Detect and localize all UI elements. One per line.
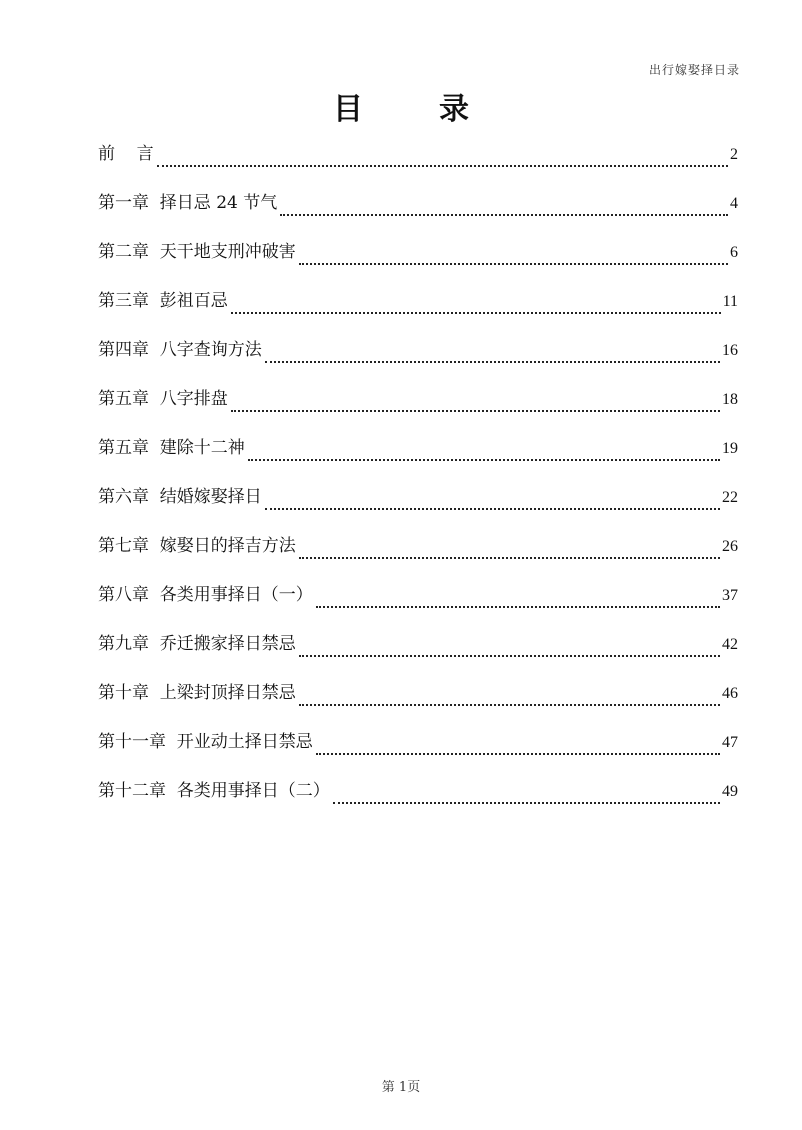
toc-entry[interactable]: [98, 383, 738, 432]
toc-leader-dots: [265, 507, 720, 510]
toc-entry-page: 11: [722, 293, 738, 310]
toc-entry-page: 26: [722, 538, 738, 555]
toc-entry-label: 第四章 八字查询方法: [98, 340, 262, 360]
toc-entry-page: 37: [722, 587, 738, 604]
toc-entry-page: 42: [722, 636, 738, 653]
toc-entry-page: 47: [722, 734, 738, 751]
toc-leader-dots: [280, 213, 728, 216]
toc-entry[interactable]: [98, 481, 738, 530]
toc-entry[interactable]: [98, 138, 738, 187]
toc-entry-page: 46: [722, 685, 738, 702]
toc-entry-page: 2: [730, 146, 738, 163]
toc-entry-page: 22: [722, 489, 738, 506]
toc-entry-label: 第十一章 开业动土择日禁忌: [98, 732, 313, 752]
toc-entry-page: 4: [730, 195, 738, 212]
toc-entry[interactable]: [98, 677, 738, 726]
toc-entry-page: 19: [722, 440, 738, 457]
toc-entry[interactable]: [98, 726, 738, 775]
toc-entry-page: 49: [722, 783, 738, 800]
toc-leader-dots: [333, 801, 720, 804]
toc-entry[interactable]: [98, 187, 738, 236]
toc-entry[interactable]: [98, 432, 738, 481]
toc-entry[interactable]: [98, 530, 738, 579]
toc-entry-label: 第七章 嫁娶日的择吉方法: [98, 536, 296, 556]
toc-leader-dots: [316, 752, 720, 755]
toc-entry[interactable]: [98, 236, 738, 285]
toc-entry-label: 第五章 建除十二神: [98, 438, 245, 458]
toc-leader-dots: [231, 409, 720, 412]
toc-leader-dots: [299, 654, 720, 657]
toc-leader-dots: [231, 311, 721, 314]
toc-entry-page: 16: [722, 342, 738, 359]
toc-entry[interactable]: [98, 334, 738, 383]
toc-leader-dots: [299, 556, 720, 559]
toc-leader-dots: [299, 262, 728, 265]
toc-entry-label: 第九章 乔迁搬家择日禁忌: [98, 634, 296, 654]
page-title: 目录: [333, 92, 545, 127]
toc-entry-label: 第六章 结婚嫁娶择日: [98, 487, 262, 507]
toc-entry-label: 第五章 八字排盘: [98, 389, 228, 409]
toc-entry-label: 第八章 各类用事择日（一）: [98, 585, 313, 605]
toc-entry-label: 第一章 择日忌 24 节气: [98, 193, 278, 213]
running-header: 出行嫁娶择日录: [648, 63, 740, 77]
toc-entry-label: 第二章 天干地支刑冲破害: [98, 242, 296, 262]
toc-entry-label: 第十二章 各类用事择日（二）: [98, 781, 330, 801]
toc-leader-dots: [248, 458, 720, 461]
toc-entry[interactable]: [98, 775, 738, 824]
toc-leader-dots: [157, 164, 728, 167]
toc-leader-dots: [265, 360, 720, 363]
toc-entry-label: 第三章 彭祖百忌: [98, 291, 228, 311]
toc-entry[interactable]: [98, 628, 738, 677]
toc-entry-label: 前 言: [98, 144, 154, 164]
toc-entry-label: 第十章 上梁封顶择日禁忌: [98, 683, 296, 703]
toc-entry[interactable]: [98, 285, 738, 334]
toc-leader-dots: [316, 605, 720, 608]
page-number-footer: 第 1页: [381, 1080, 421, 1095]
toc-leader-dots: [299, 703, 720, 706]
table-of-contents: [98, 138, 738, 824]
toc-entry-page: 18: [722, 391, 738, 408]
toc-entry[interactable]: [98, 579, 738, 628]
toc-entry-page: 6: [730, 244, 738, 261]
